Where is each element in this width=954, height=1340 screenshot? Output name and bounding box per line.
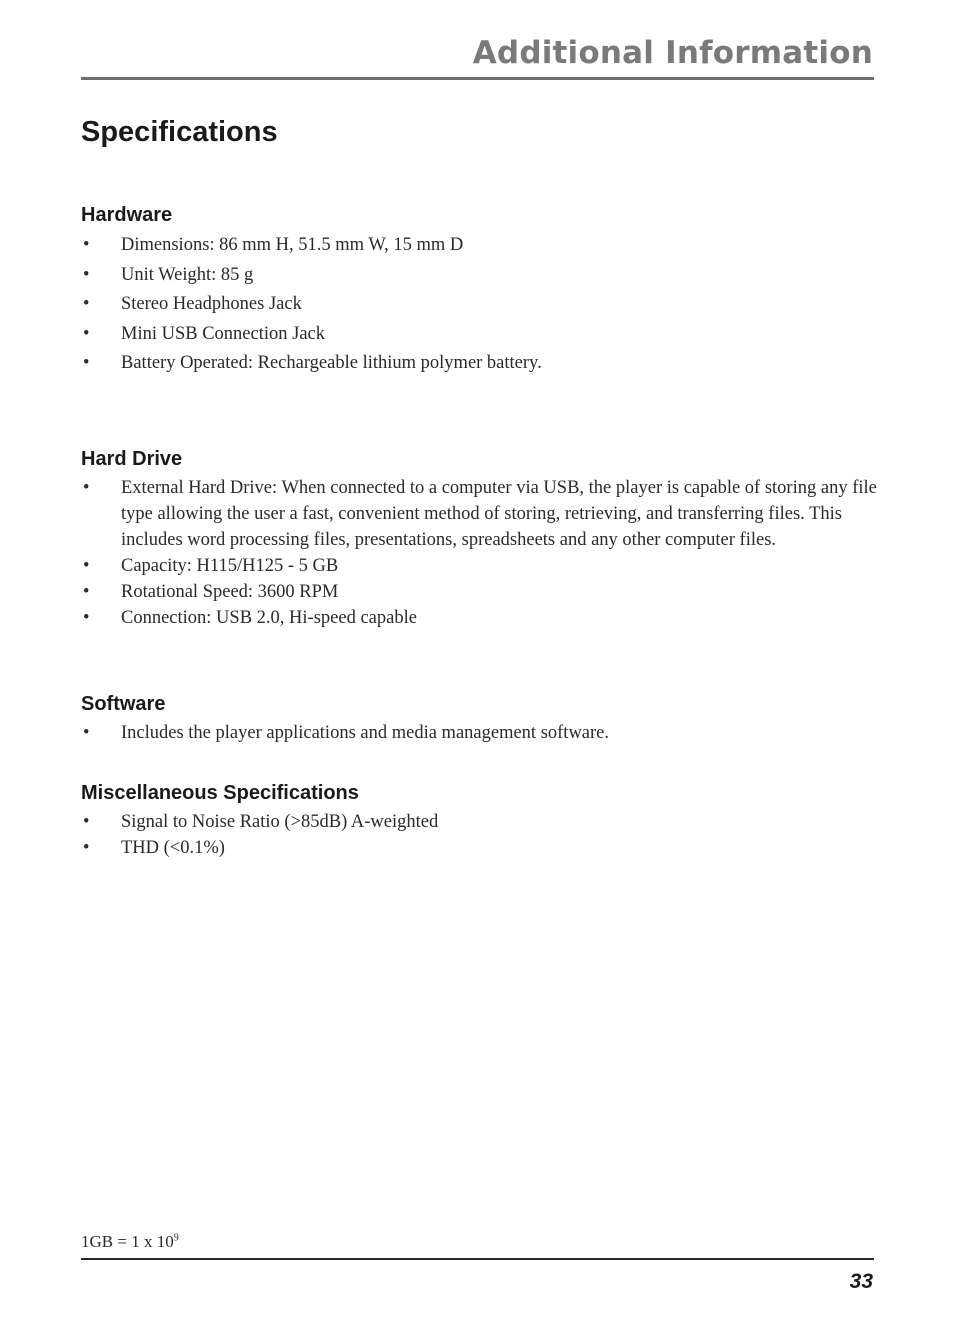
section-heading: Hardware bbox=[81, 204, 173, 226]
footnote-superscript: 9 bbox=[173, 1232, 179, 1244]
list-item-text: Rotational Speed: 3600 RPM bbox=[121, 582, 339, 602]
bullet: • bbox=[83, 582, 90, 602]
list-item bbox=[81, 809, 881, 835]
spec-list bbox=[81, 720, 881, 746]
list-item-text: Unit Weight: 85 g bbox=[121, 264, 254, 285]
list-item bbox=[81, 579, 881, 605]
bullet: • bbox=[83, 812, 90, 832]
bullet: • bbox=[83, 556, 90, 576]
list-item-text: External Hard Drive: When connected to a computer via USB, the player is capable of storing any file type allowing the user a fast, convenient method of storing, retrieving, and transferring files. This includes word processing files, presentations, spreadsheets and any other computer files. bbox=[121, 478, 877, 550]
list-item-text: THD (<0.1%) bbox=[121, 838, 225, 858]
section-heading: Miscellaneous Specifications bbox=[81, 782, 359, 804]
list-item bbox=[81, 320, 881, 350]
list-item bbox=[81, 231, 881, 261]
bullet: • bbox=[83, 608, 90, 628]
bullet: • bbox=[83, 353, 90, 373]
list-item-text: Dimensions: 86 mm H, 51.5 mm W, 15 mm D bbox=[121, 235, 464, 255]
page-number: 33 bbox=[849, 1270, 873, 1293]
footnote-text: 1GB = 1 x 10 bbox=[81, 1232, 174, 1251]
list-item-text: Mini USB Connection Jack bbox=[121, 323, 326, 344]
spec-list bbox=[81, 809, 881, 861]
bullet: • bbox=[83, 294, 90, 314]
list-item-text: Includes the player applications and media management software. bbox=[121, 723, 610, 743]
list-item-text: Battery Operated: Rechargeable lithium polymer battery. bbox=[121, 353, 542, 373]
list-item bbox=[81, 290, 881, 320]
list-item-text: Signal to Noise Ratio (>85dB) A-weighted bbox=[121, 812, 439, 832]
footer-rule bbox=[81, 1258, 874, 1260]
list-item bbox=[81, 261, 881, 291]
running-header-title: Additional Information bbox=[472, 35, 873, 71]
bullet: • bbox=[83, 723, 90, 743]
bullet: • bbox=[83, 235, 90, 255]
spec-list bbox=[81, 231, 881, 379]
footnote bbox=[81, 1232, 179, 1252]
spec-list bbox=[81, 475, 881, 631]
section-heading: Hard Drive bbox=[81, 448, 183, 470]
bullet: • bbox=[83, 478, 90, 498]
list-item bbox=[81, 835, 881, 861]
list-item bbox=[81, 720, 881, 746]
list-item bbox=[81, 475, 881, 553]
list-item-text: Capacity: H115/H125 - 5 GB bbox=[121, 556, 339, 576]
bullet: • bbox=[83, 264, 90, 285]
bullet: • bbox=[83, 323, 90, 344]
header-rule bbox=[81, 77, 874, 80]
page-title: Specifications bbox=[81, 116, 278, 148]
list-item bbox=[81, 605, 881, 631]
section-heading: Software bbox=[81, 693, 166, 715]
list-item bbox=[81, 553, 881, 579]
section-software bbox=[81, 692, 881, 746]
list-item bbox=[81, 349, 881, 379]
list-item-text: Connection: USB 2.0, Hi-speed capable bbox=[121, 608, 417, 628]
section-hard-drive bbox=[81, 447, 881, 631]
section-hardware bbox=[81, 203, 881, 379]
section-miscellaneous-specifications bbox=[81, 781, 881, 861]
list-item-text: Stereo Headphones Jack bbox=[121, 294, 302, 314]
bullet: • bbox=[83, 838, 90, 858]
